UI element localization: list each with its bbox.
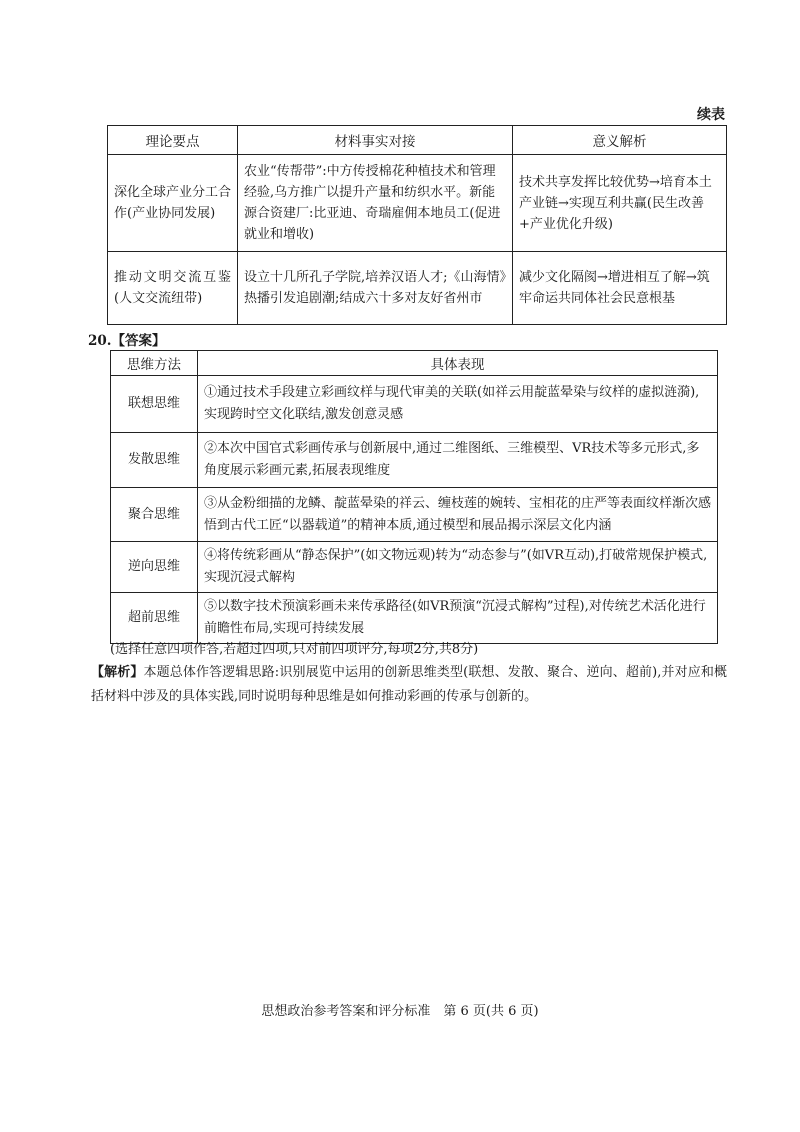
table-row (111, 376, 718, 433)
material-fact-cell: 农业“传帮带”:中方传授棉花种植技术和管理经验,乌方推广以提升产量和纺织水平。新能源合资建厂:比亚迪、奇瑞雇佣本地员工(促进就业和增收) (238, 155, 513, 252)
table-header-row (108, 126, 727, 155)
analysis-text: 本题总体作答逻辑思路:识别展览中运用的创新思维类型(联想、发散、聚合、逆向、超前),并对应和概括材料中涉及的具体实践,同时说明每种思维是如何推动彩画的传承与创新的。 (91, 665, 727, 704)
detail-cell: ④将传统彩画从“静态保护”(如文物远观)转为“动态参与”(如VR互动),打破常规保护模式,实现沉浸式解构 (198, 542, 718, 593)
meaning-cell: 减少文化隔阂→增进相互了解→筑牢命运共同体社会民意根基 (513, 252, 727, 325)
method-cell: 逆向思维 (111, 542, 198, 593)
table-row (111, 488, 718, 542)
column-header: 具体表现 (198, 351, 718, 376)
table-row (111, 542, 718, 593)
theory-point-cell: 深化全球产业分工合作(产业协同发展) (108, 155, 238, 252)
question-heading (88, 329, 166, 349)
method-cell: 联想思维 (111, 376, 198, 433)
table-row (111, 593, 718, 644)
detail-cell: ⑤以数字技术预演彩画未来传承路径(如VR预演“沉浸式解构”过程),对传统艺术活化进行前瞻性布局,实现可持续发展 (198, 593, 718, 644)
detail-cell: ③从金粉细描的龙鳞、靛蓝晕染的祥云、缠枝莲的婉转、宝相花的庄严等表面纹样渐次感悟到古代工匠“以器载道”的精神本质,通过模型和展品揭示深层文化内涵 (198, 488, 718, 542)
continued-table-label: 续表 (697, 107, 725, 123)
column-header: 意义解析 (513, 126, 727, 155)
method-cell: 发散思维 (111, 433, 198, 488)
meaning-cell: 技术共享发挥比较优势→培育本土产业链→实现互利共赢(民生改善+产业优化升级) (513, 155, 727, 252)
column-header: 思维方法 (111, 351, 198, 376)
answer-label: 【答案】 (111, 333, 166, 349)
detail-cell: ①通过技术手段建立彩画纹样与现代审美的关联(如祥云用靛蓝晕染与纹样的虚拟涟漪),实现跨时空文化联结,激发创意灵感 (198, 376, 718, 433)
page-footer: 思想政治参考答案和评分标准 第 6 页(共 6 页) (261, 1004, 539, 1019)
theory-point-cell: 推动文明交流互鉴(人文交流纽带) (108, 252, 238, 325)
analysis-label: 【解析】 (91, 665, 144, 680)
theory-table (107, 125, 727, 325)
method-cell: 聚合思维 (111, 488, 198, 542)
question-number: 20. (88, 333, 112, 349)
scoring-note: (选择任意四项作答,若超过四项,只对前四项评分,每项2分,共8分) (110, 642, 479, 657)
detail-cell: ②本次中国官式彩画传承与创新展中,通过二维图纸、三维模型、VR技术等多元形式,多角度展示彩画元素,拓展表现维度 (198, 433, 718, 488)
method-cell: 超前思维 (111, 593, 198, 644)
material-fact-cell: 设立十几所孔子学院,培养汉语人才;《山海情》热播引发追剧潮;结成六十多对友好省州市 (238, 252, 513, 325)
column-header: 理论要点 (108, 126, 238, 155)
table-header-row (111, 351, 718, 376)
thinking-methods-table (110, 350, 718, 644)
table-row (108, 252, 727, 325)
analysis-paragraph (91, 661, 727, 709)
table-row (111, 433, 718, 488)
table-row (108, 155, 727, 252)
column-header: 材料事实对接 (238, 126, 513, 155)
